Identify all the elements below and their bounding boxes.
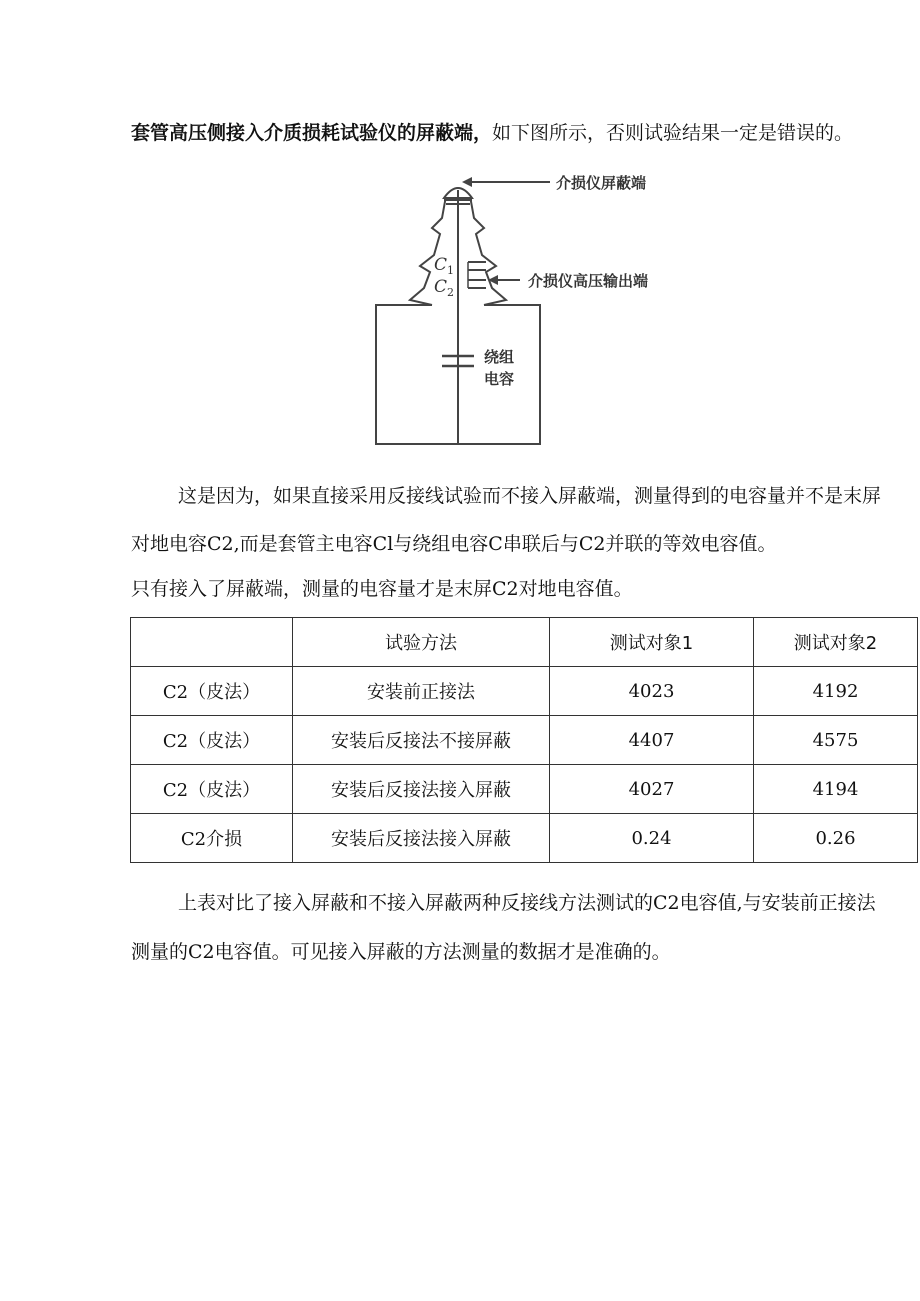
table-header-cell: [131, 618, 293, 667]
intro-normal-text: 如下图所示，否则试验结果一定是错误的。: [492, 122, 854, 144]
label-c2: [434, 277, 454, 299]
table-cell: 4194: [754, 765, 918, 814]
label-c2-sub: 2: [447, 286, 455, 299]
table-cell: C2（皮法）: [131, 667, 293, 716]
table-cell: 4023: [550, 667, 754, 716]
label-c2-main: C: [434, 277, 448, 297]
table-cell: 4575: [754, 716, 918, 765]
table-header-row: [131, 618, 918, 667]
label-c1-main: C: [434, 255, 448, 275]
table-cell: 4407: [550, 716, 754, 765]
table-row: [131, 765, 918, 814]
intro-line: [131, 118, 853, 145]
para1-line2: 对地电容C2,而是套管主电容Cl与绕组电容C串联后与C2并联的等效电容值。: [131, 533, 777, 555]
label-hv-output: 介损仪高压输出端: [528, 272, 649, 290]
bushing-diagram: [372, 170, 682, 450]
table-header-cell: 测试对象2: [754, 618, 918, 667]
table-row: [131, 814, 918, 863]
table-cell: 0.26: [754, 814, 918, 863]
label-shield-terminal: 介损仪屏蔽端: [556, 174, 647, 192]
table-cell: 4192: [754, 667, 918, 716]
para2-line1: 上表对比了接入屏蔽和不接入屏蔽两种反接线方法测试的C2电容值,与安装前正接法: [178, 892, 876, 914]
table-cell: 0.24: [550, 814, 754, 863]
table-row: [131, 667, 918, 716]
table-header-cell: 试验方法: [293, 618, 550, 667]
intro-bold-text: 套管高压侧接入介质损耗试验仪的屏蔽端，: [131, 122, 493, 144]
label-c1-sub: 1: [447, 264, 455, 277]
table-cell: C2（皮法）: [131, 716, 293, 765]
table-cell: 安装后反接法接入屏蔽: [293, 765, 550, 814]
comparison-table: [130, 617, 918, 863]
para1-line3: 只有接入了屏蔽端，测量的电容量才是末屏C2对地电容值。: [131, 578, 633, 600]
table-cell: 安装前正接法: [293, 667, 550, 716]
shield-arrow-head: [462, 177, 472, 187]
label-winding-2: 电容: [484, 370, 515, 388]
label-c1: [434, 255, 454, 277]
table-header-cell: 测试对象1: [550, 618, 754, 667]
label-winding-1: 绕组: [484, 348, 515, 366]
para1-line1: 这是因为，如果直接采用反接线试验而不接入屏蔽端，测量得到的电容量并不是末屏: [178, 485, 882, 507]
para2-line2: 测量的C2电容值。可见接入屏蔽的方法测量的数据才是准确的。: [131, 941, 671, 963]
table-cell: 安装后反接法接入屏蔽: [293, 814, 550, 863]
table-row: [131, 716, 918, 765]
table-cell: C2（皮法）: [131, 765, 293, 814]
table-cell: 安装后反接法不接屏蔽: [293, 716, 550, 765]
table-cell: 4027: [550, 765, 754, 814]
table-cell: C2介损: [131, 814, 293, 863]
